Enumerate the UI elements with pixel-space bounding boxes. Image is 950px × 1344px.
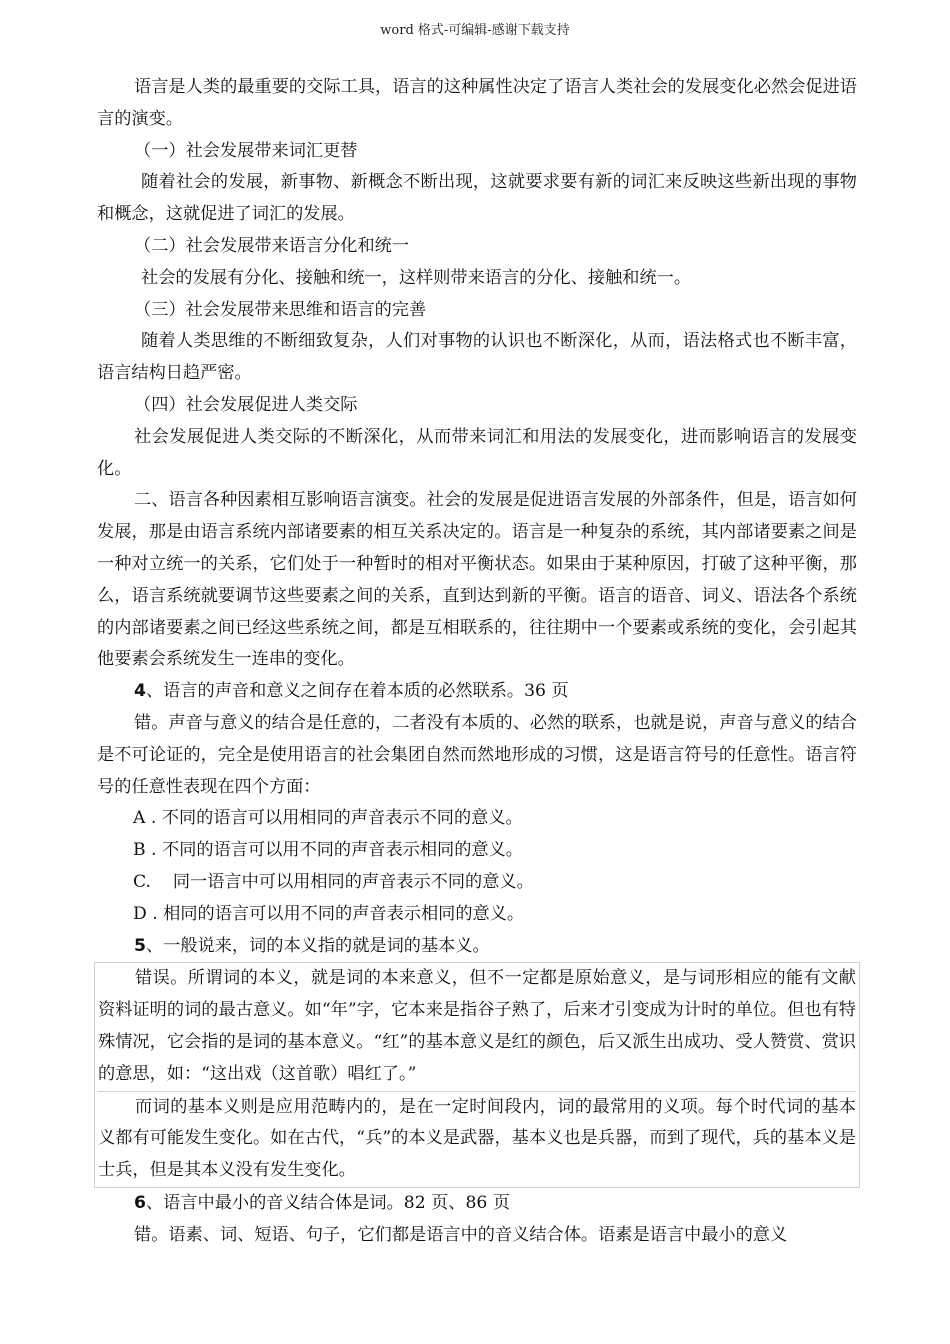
question-text: 、语言中最小的音义结合体是词。82 页、86 页	[145, 1192, 511, 1213]
option-c: C. 同一语言中可以用相同的声音表示不同的意义。	[133, 871, 534, 892]
body-paragraph: 社会发展促进人类交际的不断深化，从而带来词汇和用法的发展变化，进而影响语言的发展变化。	[97, 426, 857, 479]
answer-box	[94, 962, 860, 1188]
answer-paragraph: 错。声音与意义的结合是任意的，二者没有本质的、必然的联系，也就是说，声音与意义的结合是不可论证的，完全是使用语言的社会集团自然而然地形成的习惯，这是语言符号的任意性。语言符号的任意性表现在四个方面：	[97, 712, 857, 797]
question-number: 5	[134, 935, 146, 956]
answer-paragraph: 错误。所谓词的本义，就是词的本来意义，但不一定都是原始意义，是与词形相应的能有文献资料证明的词的最古意义。如“年”字，它本来是指谷子熟了，后来才引变成为计时的单位。但也有特殊情况，它会指的是词的基本意义。“红”的基本意义是红的颜色，后又派生出成功、受人赞赏、赏识的意思，如：“这出戏（这首歌）唱红了。”	[98, 963, 856, 1091]
option-b: B . 不同的语言可以用不同的声音表示相同的意义。	[133, 840, 523, 861]
page-header: word 格式-可编辑-感谢下载支持	[380, 23, 570, 38]
body-paragraph: 随着人类思维的不断细致复杂，人们对事物的认识也不断深化，从而，语法格式也不断丰富，语言结构日趋严密。	[97, 331, 857, 384]
question-number: 6	[134, 1192, 146, 1213]
question-text: 、语言的声音和意义之间存在着本质的必然联系。36 页	[145, 681, 569, 702]
document-body	[97, 72, 857, 1251]
question-number: 4	[134, 681, 146, 702]
question-4	[97, 676, 857, 708]
answer-paragraph: 错。语素、词、短语、句子，它们都是语言中的音义结合体。语素是语言中最小的意义	[134, 1224, 788, 1245]
body-paragraph: 二、语言各种因素相互影响语言演变。社会的发展是促进语言发展的外部条件，但是，语言如何发展，那是由语言系统内部诸要素的相互关系决定的。语言是一种复杂的系统，其内部诸要素之间是一种对立统一的关系，它们处于一种暂时的相对平衡状态。如果由于某种原因，打破了这种平衡，那么，语言系统就要调节这些要素之间的关系，直到达到新的平衡。语言的语音、词义、语法各个系统的内部诸要素之间已经这些系统之间，都是互相联系的，往往期中一个要素或系统的变化，会引起其他要素会系统发生一连串的变化。	[97, 490, 857, 670]
answer-paragraph: 而词的基本义则是应用范畴内的，是在一定时间段内，词的最常用的义项。每个时代词的基本义都有可能发生变化。如在古代，“兵”的本义是武器，基本义也是兵器，而到了现代，兵的基本义是士兵，但是其本义没有发生变化。	[98, 1096, 856, 1181]
body-paragraph: 随着社会的发展，新事物、新概念不断出现，这就要求要有新的词汇来反映这些新出现的事物和概念，这就促进了词汇的发展。	[97, 172, 857, 225]
section-heading: （四）社会发展促进人类交际	[134, 394, 358, 415]
section-heading: （一）社会发展带来词汇更替	[134, 140, 358, 161]
body-paragraph: 语言是人类的最重要的交际工具，语言的这种属性决定了语言人类社会的发展变化必然会促进语言的演变。	[97, 77, 857, 129]
section-heading: （三）社会发展带来思维和语言的完善	[134, 299, 427, 320]
question-5	[97, 931, 857, 963]
question-text: 、一般说来，词的本义指的就是词的基本义。	[145, 935, 490, 956]
option-a: A . 不同的语言可以用相同的声音表示不同的意义。	[133, 808, 523, 829]
body-paragraph: 社会的发展有分化、接触和统一，这样则带来语言的分化、接触和统一。	[141, 267, 692, 288]
question-6	[97, 1188, 857, 1220]
option-d: D . 相同的语言可以用不同的声音表示相同的意义。	[133, 903, 525, 924]
section-heading: （二）社会发展带来语言分化和统一	[134, 235, 410, 256]
